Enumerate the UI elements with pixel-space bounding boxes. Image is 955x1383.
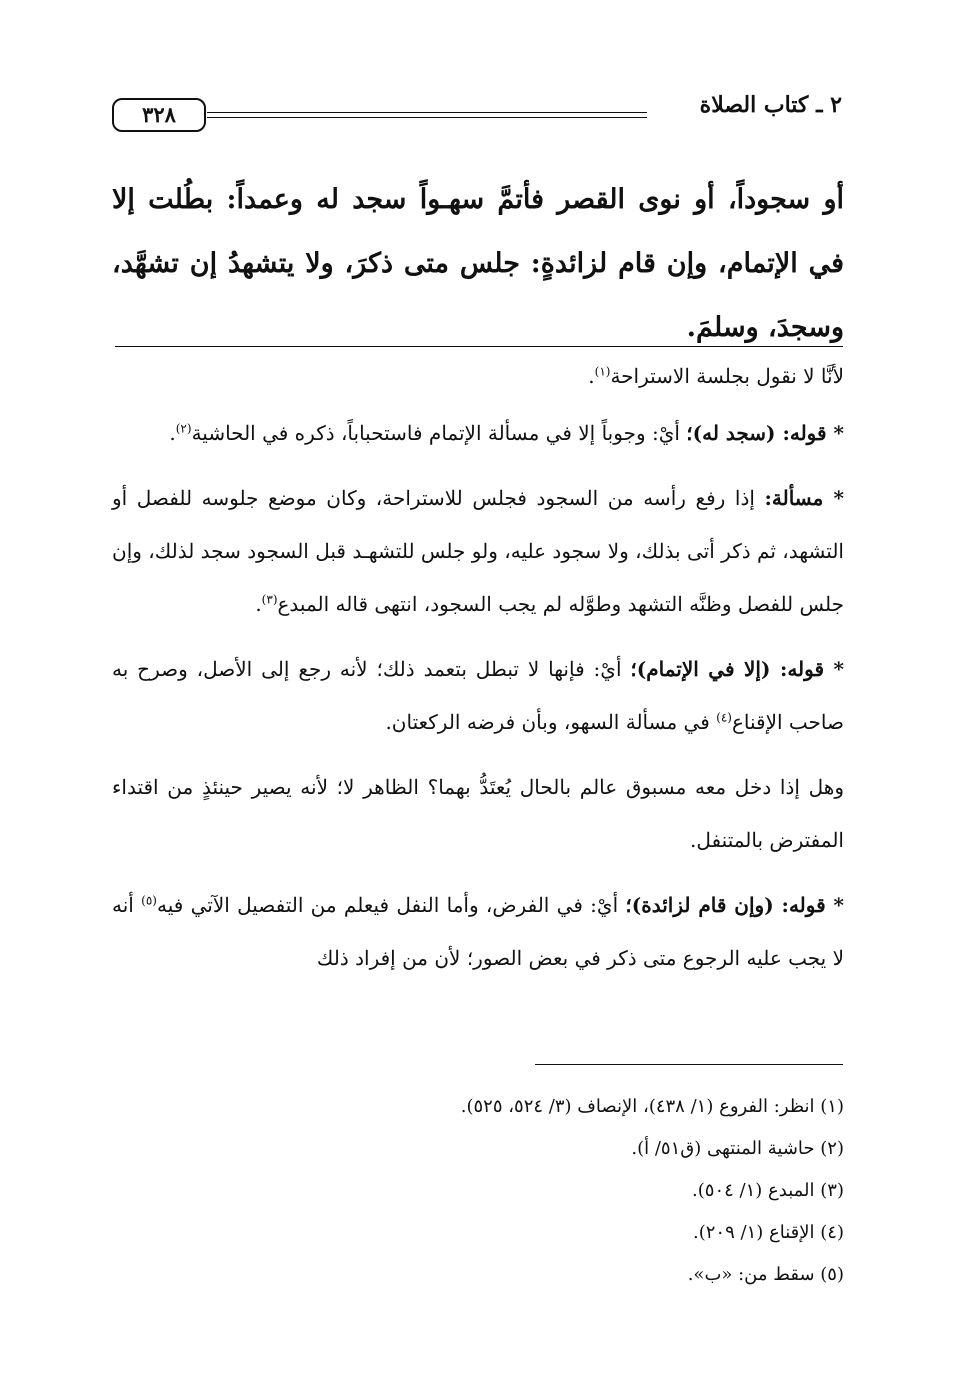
commentary-text: .: [169, 421, 176, 445]
commentary: [112, 350, 844, 997]
main-paragraph: أو سجوداً، أو نوى القصر فأتمَّ سهـواً سجد له وعمداً: بطُلت إلا في الإتمام، وإن قام لزائدةٍ: جلس متى ذكرَ، ولا يتشهدُ إن تشهَّد، وسجدَ، وسلمَ.: [112, 184, 844, 343]
footnote: [112, 1254, 844, 1296]
footnote-text: المبدع (١/ ٥٠٤).: [692, 1180, 815, 1201]
commentary-paragraph: [112, 761, 844, 867]
footnote: [112, 1128, 844, 1170]
commentary-text: أنه لا يجب عليه الرجوع متى ذكر في بعض الصور؛ لأن من إفراد ذلك: [112, 893, 844, 970]
commentary-lead: * مسألة:: [764, 486, 844, 510]
footnote: [112, 1212, 844, 1254]
commentary-text: .: [255, 592, 262, 616]
commentary-text: إذا رفع رأسه من السجود فجلس للاستراحة، وكان موضع جلوسه للفصل أو التشهد، ثم ذكر أتى بذلك، ولا سجود عليه، ولو جلس للتشهـد قبل السجود سجد لذلك، وإن جلس للفصل وظنَّه التشهد وطوَّله لم يجب السجود، انتهى قاله المبدع: [112, 486, 844, 616]
commentary-lead: * قوله: (وإن قام لزائدة)؛: [625, 893, 845, 917]
footnote-ref: (٢): [175, 421, 192, 436]
commentary-lead: * قوله: (إلا في الإتمام)؛: [630, 657, 844, 681]
chapter-title: ٢ ـ كتاب الصلاة: [699, 92, 842, 118]
page-header: [112, 90, 842, 140]
footnote-number: (٢): [820, 1138, 844, 1159]
footnote-number: (٣): [820, 1180, 844, 1201]
main-commentary-separator: [115, 346, 843, 347]
footnote-ref: (٣): [261, 592, 278, 607]
footnote-number: (٥): [820, 1264, 844, 1285]
commentary-paragraph: [112, 407, 844, 460]
footnote-text: سقط من: «ب».: [687, 1264, 815, 1285]
commentary-text: في مسألة السهو، وبأن فرضه الركعتان.: [385, 710, 717, 734]
footnote: [112, 1170, 844, 1212]
commentary-paragraph: [112, 472, 844, 631]
commentary-text: لأنَّا لا نقول بجلسة الاستراحة: [610, 364, 844, 388]
commentary-paragraph: [112, 350, 844, 403]
commentary-lead: * قوله: (سجد له)؛: [686, 421, 844, 445]
footnote-ref: (٤): [716, 710, 732, 725]
footnote-number: (١): [820, 1096, 844, 1117]
footnote-text: حاشية المنتهى (ق٥١/ أ).: [631, 1138, 815, 1159]
commentary-text: أيْ: في الفرض، وأما النفل فيعلم من التفصيل الآتي فيه: [156, 893, 626, 917]
commentary-text: أيْ: فإنها لا تبطل بتعمد ذلك؛ لأنه رجع إلى الأصل، وصرح به صاحب الإقناع: [112, 657, 844, 734]
footnote-ref: (٥): [141, 893, 157, 908]
commentary-text: وهل إذا دخل معه مسبوق عالم بالحال يُعتَدُّ بهما؟ الظاهر لا؛ لأنه يصير حينئذٍ من اقتداء المفترض بالمتنفل.: [112, 775, 844, 852]
footnote-rule: [535, 1064, 843, 1065]
footnote-text: الإقناع (١/ ٢٠٩).: [693, 1222, 815, 1243]
footnotes: [112, 1086, 844, 1296]
commentary-paragraph: [112, 643, 844, 749]
commentary-text: .: [588, 364, 595, 388]
page-number: ٣٢٨: [112, 98, 206, 132]
footnote-ref: (١): [594, 364, 611, 379]
footnote-text: انظر: الفروع (١/ ٤٣٨)، الإنصاف (٣/ ٥٢٤، ٥٢٥).: [460, 1096, 815, 1117]
main-text: [112, 168, 844, 360]
header-double-rule: [207, 112, 647, 118]
footnote: [112, 1086, 844, 1128]
footnote-number: (٤): [820, 1222, 844, 1243]
commentary-paragraph: [112, 879, 844, 985]
commentary-text: أيْ: وجوباً إلا في مسألة الإتمام فاستحباباً، ذكره في الحاشية: [191, 421, 687, 445]
